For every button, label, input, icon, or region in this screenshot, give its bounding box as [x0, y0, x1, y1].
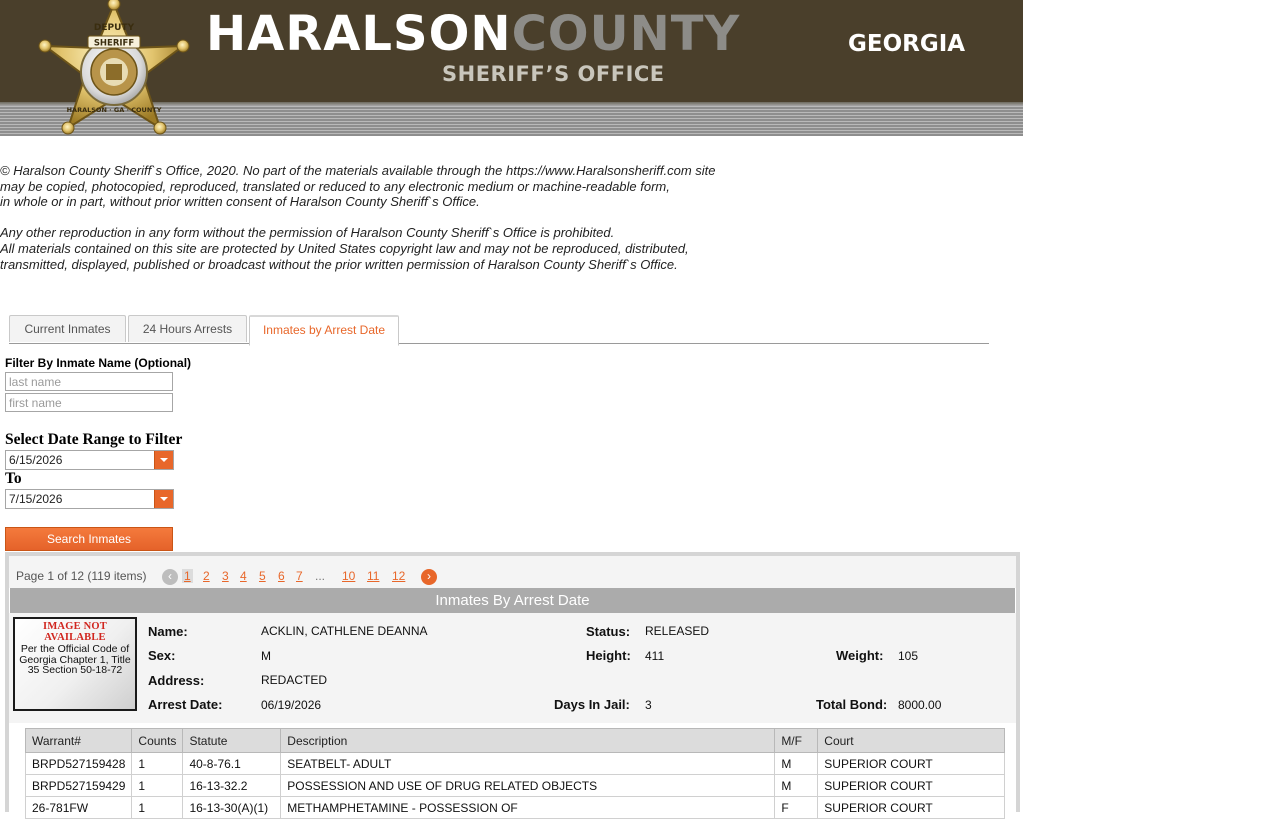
end-date-value: 7/15/2026 [9, 492, 63, 506]
copyright-line: in whole or in part, without prior written consent of Haralson County Sheriff`s Office. [0, 194, 480, 210]
copyright-line: © Haralson County Sheriff`s Office, 2020. No part of the materials available through the https://www.Haralsonsheriff.com site [0, 163, 716, 178]
sheriff-badge-logo [36, 0, 192, 136]
copyright-line: transmitted, displayed, published or broadcast without the prior written permission of Haralson County Sheriff`s Office. [0, 256, 678, 272]
copyright-paragraph-1 [0, 163, 760, 210]
page-link-1[interactable]: 1 [184, 569, 191, 583]
county-title [206, 5, 740, 63]
inmates-grid [5, 552, 1020, 815]
column-header-description[interactable]: Description [281, 729, 775, 753]
page-link-2[interactable]: 2 [203, 569, 210, 583]
page-link-6[interactable]: 6 [278, 569, 285, 583]
copyright-line: All materials contained on this site are protected by United States copyright law and may not be reproduced, distributed, [0, 240, 689, 256]
copyright-notice [0, 163, 760, 272]
badge-bottom-text: HARALSON · GA · COUNTY [66, 106, 162, 114]
grid-title: Inmates By Arrest Date [10, 588, 1015, 613]
pager [9, 556, 1016, 588]
inmate-photo-placeholder [13, 617, 137, 711]
photo-legal-note: Per the Official Code of Georgia Chapter 1, Title 35 Section 50-18-72 [19, 643, 131, 676]
tab-24-hours-arrests[interactable]: 24 Hours Arrests [128, 315, 247, 342]
sex-value: M [261, 649, 271, 663]
tab-current-inmates[interactable]: Current Inmates [9, 315, 126, 342]
end-date-picker[interactable] [5, 489, 174, 509]
cell-court: SUPERIOR COURT [818, 775, 1005, 797]
page-link-10[interactable]: 10 [342, 569, 356, 583]
pager-info: Page 1 of 12 (119 items) [16, 569, 147, 583]
start-date-value: 6/15/2026 [9, 453, 63, 467]
start-date-picker[interactable] [5, 450, 174, 470]
cell-counts: 1 [132, 775, 183, 797]
page-link-5[interactable]: 5 [259, 569, 266, 583]
status-value: RELEASED [645, 624, 710, 638]
start-date-dropdown-icon[interactable] [154, 451, 173, 469]
inmate-record [9, 613, 1016, 723]
page-link-12[interactable]: 12 [392, 569, 406, 583]
last-name-input[interactable] [5, 372, 173, 391]
badge-band-text: SHERIFF [93, 38, 135, 49]
first-name-input[interactable] [5, 393, 173, 412]
page-link-7[interactable]: 7 [296, 569, 303, 583]
column-header-warrant[interactable]: Warrant# [26, 729, 132, 753]
total-bond-value: 8000.00 [898, 698, 942, 712]
sex-label: Sex: [148, 648, 176, 663]
copyright-paragraph-2 [0, 225, 760, 272]
image-not-available-text: IMAGE NOT AVAILABLE [43, 621, 107, 643]
cell-description: SEATBELT- ADULT [281, 753, 775, 775]
height-label: Height: [586, 648, 631, 663]
end-date-dropdown-icon[interactable] [154, 490, 173, 508]
cell-mf: M [775, 753, 818, 775]
column-header-statute[interactable]: Statute [183, 729, 281, 753]
address-value: REDACTED [261, 673, 328, 687]
name-label: Name: [148, 624, 188, 639]
tab-inmates-by-arrest-date[interactable]: Inmates by Arrest Date [249, 315, 399, 346]
page-ellipsis: ... [315, 569, 326, 583]
table-row [26, 775, 1005, 797]
page-link-3[interactable]: 3 [222, 569, 229, 583]
chevron-right-icon[interactable]: › [421, 569, 437, 585]
cell-statute: 40-8-76.1 [183, 753, 281, 775]
days-in-jail-label: Days In Jail: [554, 697, 630, 712]
column-header-counts[interactable]: Counts [132, 729, 183, 753]
page-link-4[interactable]: 4 [240, 569, 247, 583]
cell-mf: M [775, 775, 818, 797]
cell-warrant: 26-781FW [26, 797, 132, 819]
page-link-11[interactable]: 11 [367, 569, 380, 583]
chevron-left-icon[interactable]: ‹ [162, 569, 178, 585]
height-value: 411 [645, 649, 665, 663]
cell-warrant: BRPD527159429 [26, 775, 132, 797]
cell-counts: 1 [132, 797, 183, 819]
cell-description: POSSESSION AND USE OF DRUG RELATED OBJECTS [281, 775, 775, 797]
date-range-label: Select Date Range to Filter [5, 431, 183, 448]
weight-value: 105 [898, 649, 919, 663]
days-in-jail-value: 3 [645, 698, 652, 712]
cell-counts: 1 [132, 753, 183, 775]
charges-header-row [26, 729, 1005, 753]
to-label: To [5, 470, 22, 487]
header-banner [0, 0, 1023, 136]
copyright-line: Any other reproduction in any form without the permission of Haralson County Sheriff`s Office is prohibited. [0, 225, 615, 241]
title-state: GEORGIA [848, 31, 966, 57]
status-label: Status: [586, 624, 631, 639]
arrest-date-label: Arrest Date: [148, 697, 223, 712]
cell-court: SUPERIOR COURT [818, 753, 1005, 775]
weight-label: Weight: [836, 648, 884, 663]
cell-warrant: BRPD527159428 [26, 753, 132, 775]
search-inmates-button[interactable]: Search Inmates [5, 527, 173, 551]
tab-bar [9, 315, 989, 344]
cell-mf: F [775, 797, 818, 819]
name-value: ACKLIN, CATHLENE DEANNA [261, 624, 428, 638]
name-filter-label: Filter By Inmate Name (Optional) [5, 356, 192, 370]
column-header-mf[interactable]: M/F [775, 729, 818, 753]
address-label: Address: [148, 673, 205, 688]
total-bond-label: Total Bond: [816, 697, 888, 712]
arrest-date-value: 06/19/2026 [261, 698, 322, 712]
cell-court: SUPERIOR COURT [818, 797, 1005, 819]
cell-description: METHAMPHETAMINE - POSSESSION OF [281, 797, 775, 819]
copyright-line: may be copied, photocopied, reproduced, translated or reduced to any electronic medium or machine-readable form, [0, 178, 670, 194]
title-subtitle: SHERIFF’S OFFICE [442, 62, 665, 86]
title-county: COUNTY [511, 6, 741, 62]
table-row [26, 753, 1005, 775]
charges-table [25, 728, 1005, 819]
title-haralson: HARALSON [206, 6, 512, 62]
cell-statute: 16-13-32.2 [183, 775, 281, 797]
badge-top-text: DEPUTY [93, 23, 135, 33]
cell-statute: 16-13-30(A)(1) [183, 797, 281, 819]
column-header-court[interactable]: Court [818, 729, 1005, 753]
